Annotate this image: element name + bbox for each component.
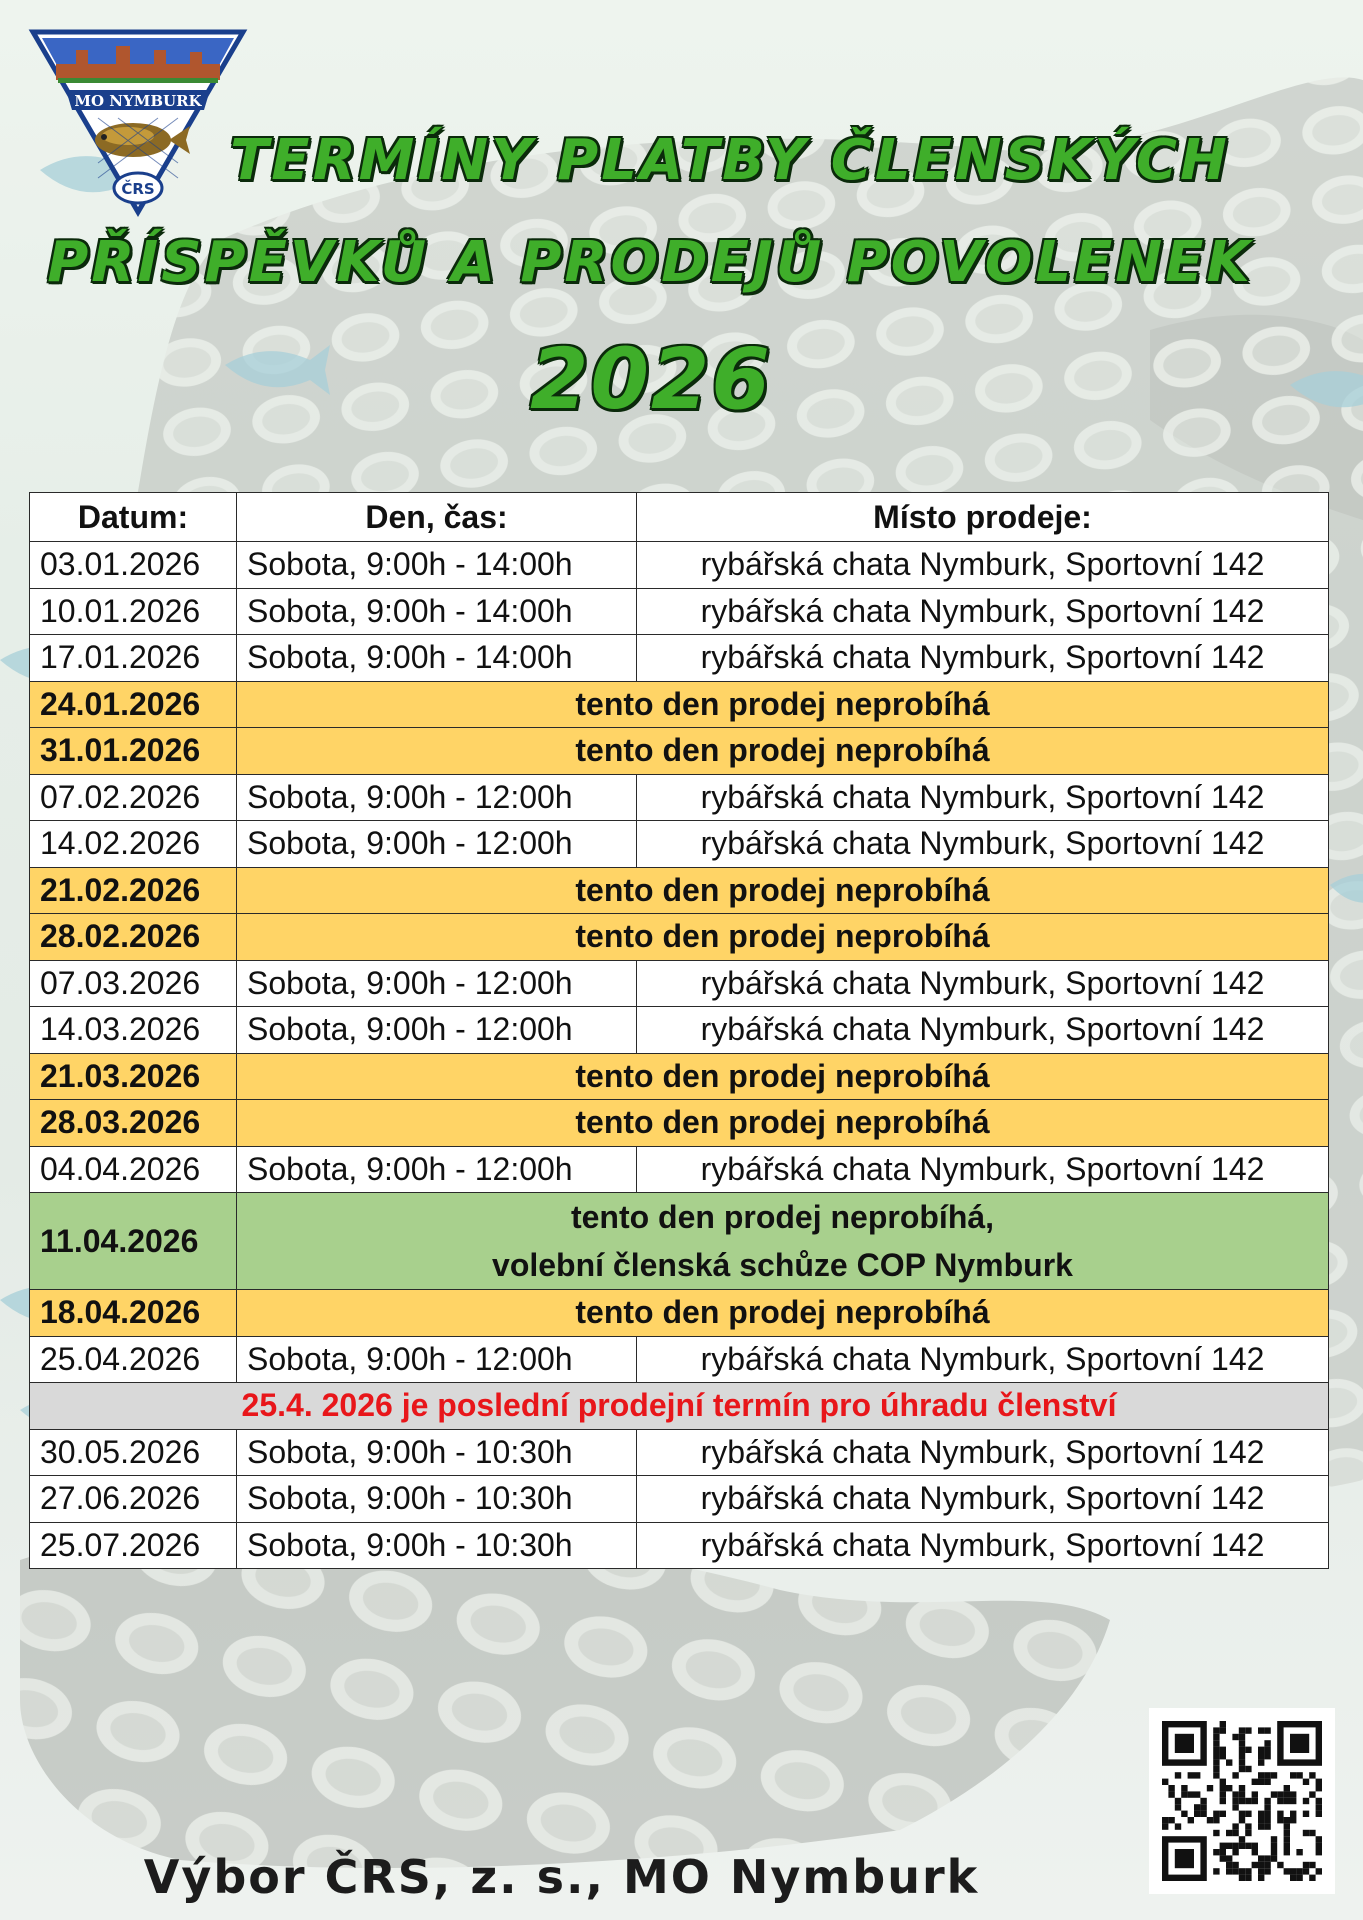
table-row-no-sale xyxy=(30,867,1329,914)
table-row-notice xyxy=(30,1383,1329,1430)
table-row-no-sale xyxy=(30,914,1329,961)
cell-date: 25.04.2026 xyxy=(30,1336,237,1383)
schedule-table xyxy=(29,492,1329,1569)
cell-day-time: Sobota, 9:00h - 14:00h xyxy=(237,588,637,635)
table-row xyxy=(30,821,1329,868)
cell-date: 28.02.2026 xyxy=(30,914,237,961)
title-line-1: TERMÍNY PLATBY ČLENSKÝCH xyxy=(230,128,1230,193)
cell-date: 28.03.2026 xyxy=(30,1100,237,1147)
table-row xyxy=(30,960,1329,1007)
cell-day-time: Sobota, 9:00h - 10:30h xyxy=(237,1476,637,1523)
table-row xyxy=(30,774,1329,821)
cell-place: rybářská chata Nymburk, Sportovní 142 xyxy=(637,1146,1329,1193)
cell-date: 31.01.2026 xyxy=(30,728,237,775)
cell-no-sale-note: tento den prodej neprobíhá xyxy=(237,867,1329,914)
header-place: Místo prodeje: xyxy=(637,493,1329,542)
table-row-meeting xyxy=(30,1193,1329,1290)
table-header-row xyxy=(30,493,1329,542)
cell-date: 17.01.2026 xyxy=(30,635,237,682)
cell-date: 27.06.2026 xyxy=(30,1476,237,1523)
table-row xyxy=(30,1429,1329,1476)
table-row xyxy=(30,1146,1329,1193)
cell-date: 21.03.2026 xyxy=(30,1053,237,1100)
footer-signature: Výbor ČRS, z. s., MO Nymburk xyxy=(143,1850,980,1904)
table-row-no-sale xyxy=(30,681,1329,728)
cell-date: 18.04.2026 xyxy=(30,1290,237,1337)
cell-date: 07.03.2026 xyxy=(30,960,237,1007)
cell-day-time: Sobota, 9:00h - 10:30h xyxy=(237,1429,637,1476)
table-row xyxy=(30,1336,1329,1383)
cell-day-time: Sobota, 9:00h - 14:00h xyxy=(237,635,637,682)
table-row xyxy=(30,542,1329,589)
table-row-no-sale xyxy=(30,1290,1329,1337)
cell-day-time: Sobota, 9:00h - 12:00h xyxy=(237,1007,637,1054)
cell-no-sale-note: tento den prodej neprobíhá xyxy=(237,681,1329,728)
header-day: Den, čas: xyxy=(237,493,637,542)
cell-date: 21.02.2026 xyxy=(30,867,237,914)
table-row xyxy=(30,1522,1329,1569)
title-year: 2026 xyxy=(530,330,772,428)
cell-date: 11.04.2026 xyxy=(30,1193,237,1290)
table-row xyxy=(30,1476,1329,1523)
cell-place: rybářská chata Nymburk, Sportovní 142 xyxy=(637,1007,1329,1054)
cell-no-sale-note: tento den prodej neprobíhá xyxy=(237,728,1329,775)
cell-no-sale-note: tento den prodej neprobíhá xyxy=(237,1100,1329,1147)
table-row-no-sale xyxy=(30,728,1329,775)
table-row xyxy=(30,1007,1329,1054)
table-row-no-sale xyxy=(30,1053,1329,1100)
cell-date: 24.01.2026 xyxy=(30,681,237,728)
cell-day-time: Sobota, 9:00h - 12:00h xyxy=(237,960,637,1007)
cell-meeting-note xyxy=(237,1193,1329,1290)
cell-place: rybářská chata Nymburk, Sportovní 142 xyxy=(637,588,1329,635)
cell-deadline-notice: 25.4. 2026 je poslední prodejní termín pro úhradu členství xyxy=(30,1383,1329,1430)
cell-place: rybářská chata Nymburk, Sportovní 142 xyxy=(637,1522,1329,1569)
cell-date: 04.04.2026 xyxy=(30,1146,237,1193)
header-date: Datum: xyxy=(30,493,237,542)
cell-date: 07.02.2026 xyxy=(30,774,237,821)
cell-place: rybářská chata Nymburk, Sportovní 142 xyxy=(637,774,1329,821)
cell-date: 10.01.2026 xyxy=(30,588,237,635)
cell-day-time: Sobota, 9:00h - 12:00h xyxy=(237,774,637,821)
logo-org-label: MO NYMBURK xyxy=(74,92,202,110)
cell-date: 14.03.2026 xyxy=(30,1007,237,1054)
cell-date: 14.02.2026 xyxy=(30,821,237,868)
cell-no-sale-note: tento den prodej neprobíhá xyxy=(237,1053,1329,1100)
title-line-2: PŘÍSPĚVKŮ A PRODEJŮ POVOLENEK xyxy=(47,230,1253,295)
cell-day-time: Sobota, 9:00h - 12:00h xyxy=(237,1146,637,1193)
table-row xyxy=(30,588,1329,635)
cell-date: 03.01.2026 xyxy=(30,542,237,589)
cell-place: rybářská chata Nymburk, Sportovní 142 xyxy=(637,542,1329,589)
cell-place: rybářská chata Nymburk, Sportovní 142 xyxy=(637,960,1329,1007)
meeting-note-line-1: tento den prodej neprobíhá, xyxy=(570,1199,995,1235)
cell-day-time: Sobota, 9:00h - 14:00h xyxy=(237,542,637,589)
table-row xyxy=(30,635,1329,682)
cell-place: rybářská chata Nymburk, Sportovní 142 xyxy=(637,1336,1329,1383)
cell-place: rybářská chata Nymburk, Sportovní 142 xyxy=(637,635,1329,682)
meeting-note-line-2: volební členská schůze COP Nymburk xyxy=(492,1247,1073,1283)
cell-no-sale-note: tento den prodej neprobíhá xyxy=(237,914,1329,961)
cell-place: rybářská chata Nymburk, Sportovní 142 xyxy=(637,1429,1329,1476)
cell-date: 30.05.2026 xyxy=(30,1429,237,1476)
cell-day-time: Sobota, 9:00h - 12:00h xyxy=(237,821,637,868)
cell-date: 25.07.2026 xyxy=(30,1522,237,1569)
table-row-no-sale xyxy=(30,1100,1329,1147)
cell-no-sale-note: tento den prodej neprobíhá xyxy=(237,1290,1329,1337)
cell-place: rybářská chata Nymburk, Sportovní 142 xyxy=(637,821,1329,868)
cell-day-time: Sobota, 9:00h - 12:00h xyxy=(237,1336,637,1383)
cell-place: rybářská chata Nymburk, Sportovní 142 xyxy=(637,1476,1329,1523)
logo-emblem-label: ČRS xyxy=(121,180,155,198)
cell-day-time: Sobota, 9:00h - 10:30h xyxy=(237,1522,637,1569)
